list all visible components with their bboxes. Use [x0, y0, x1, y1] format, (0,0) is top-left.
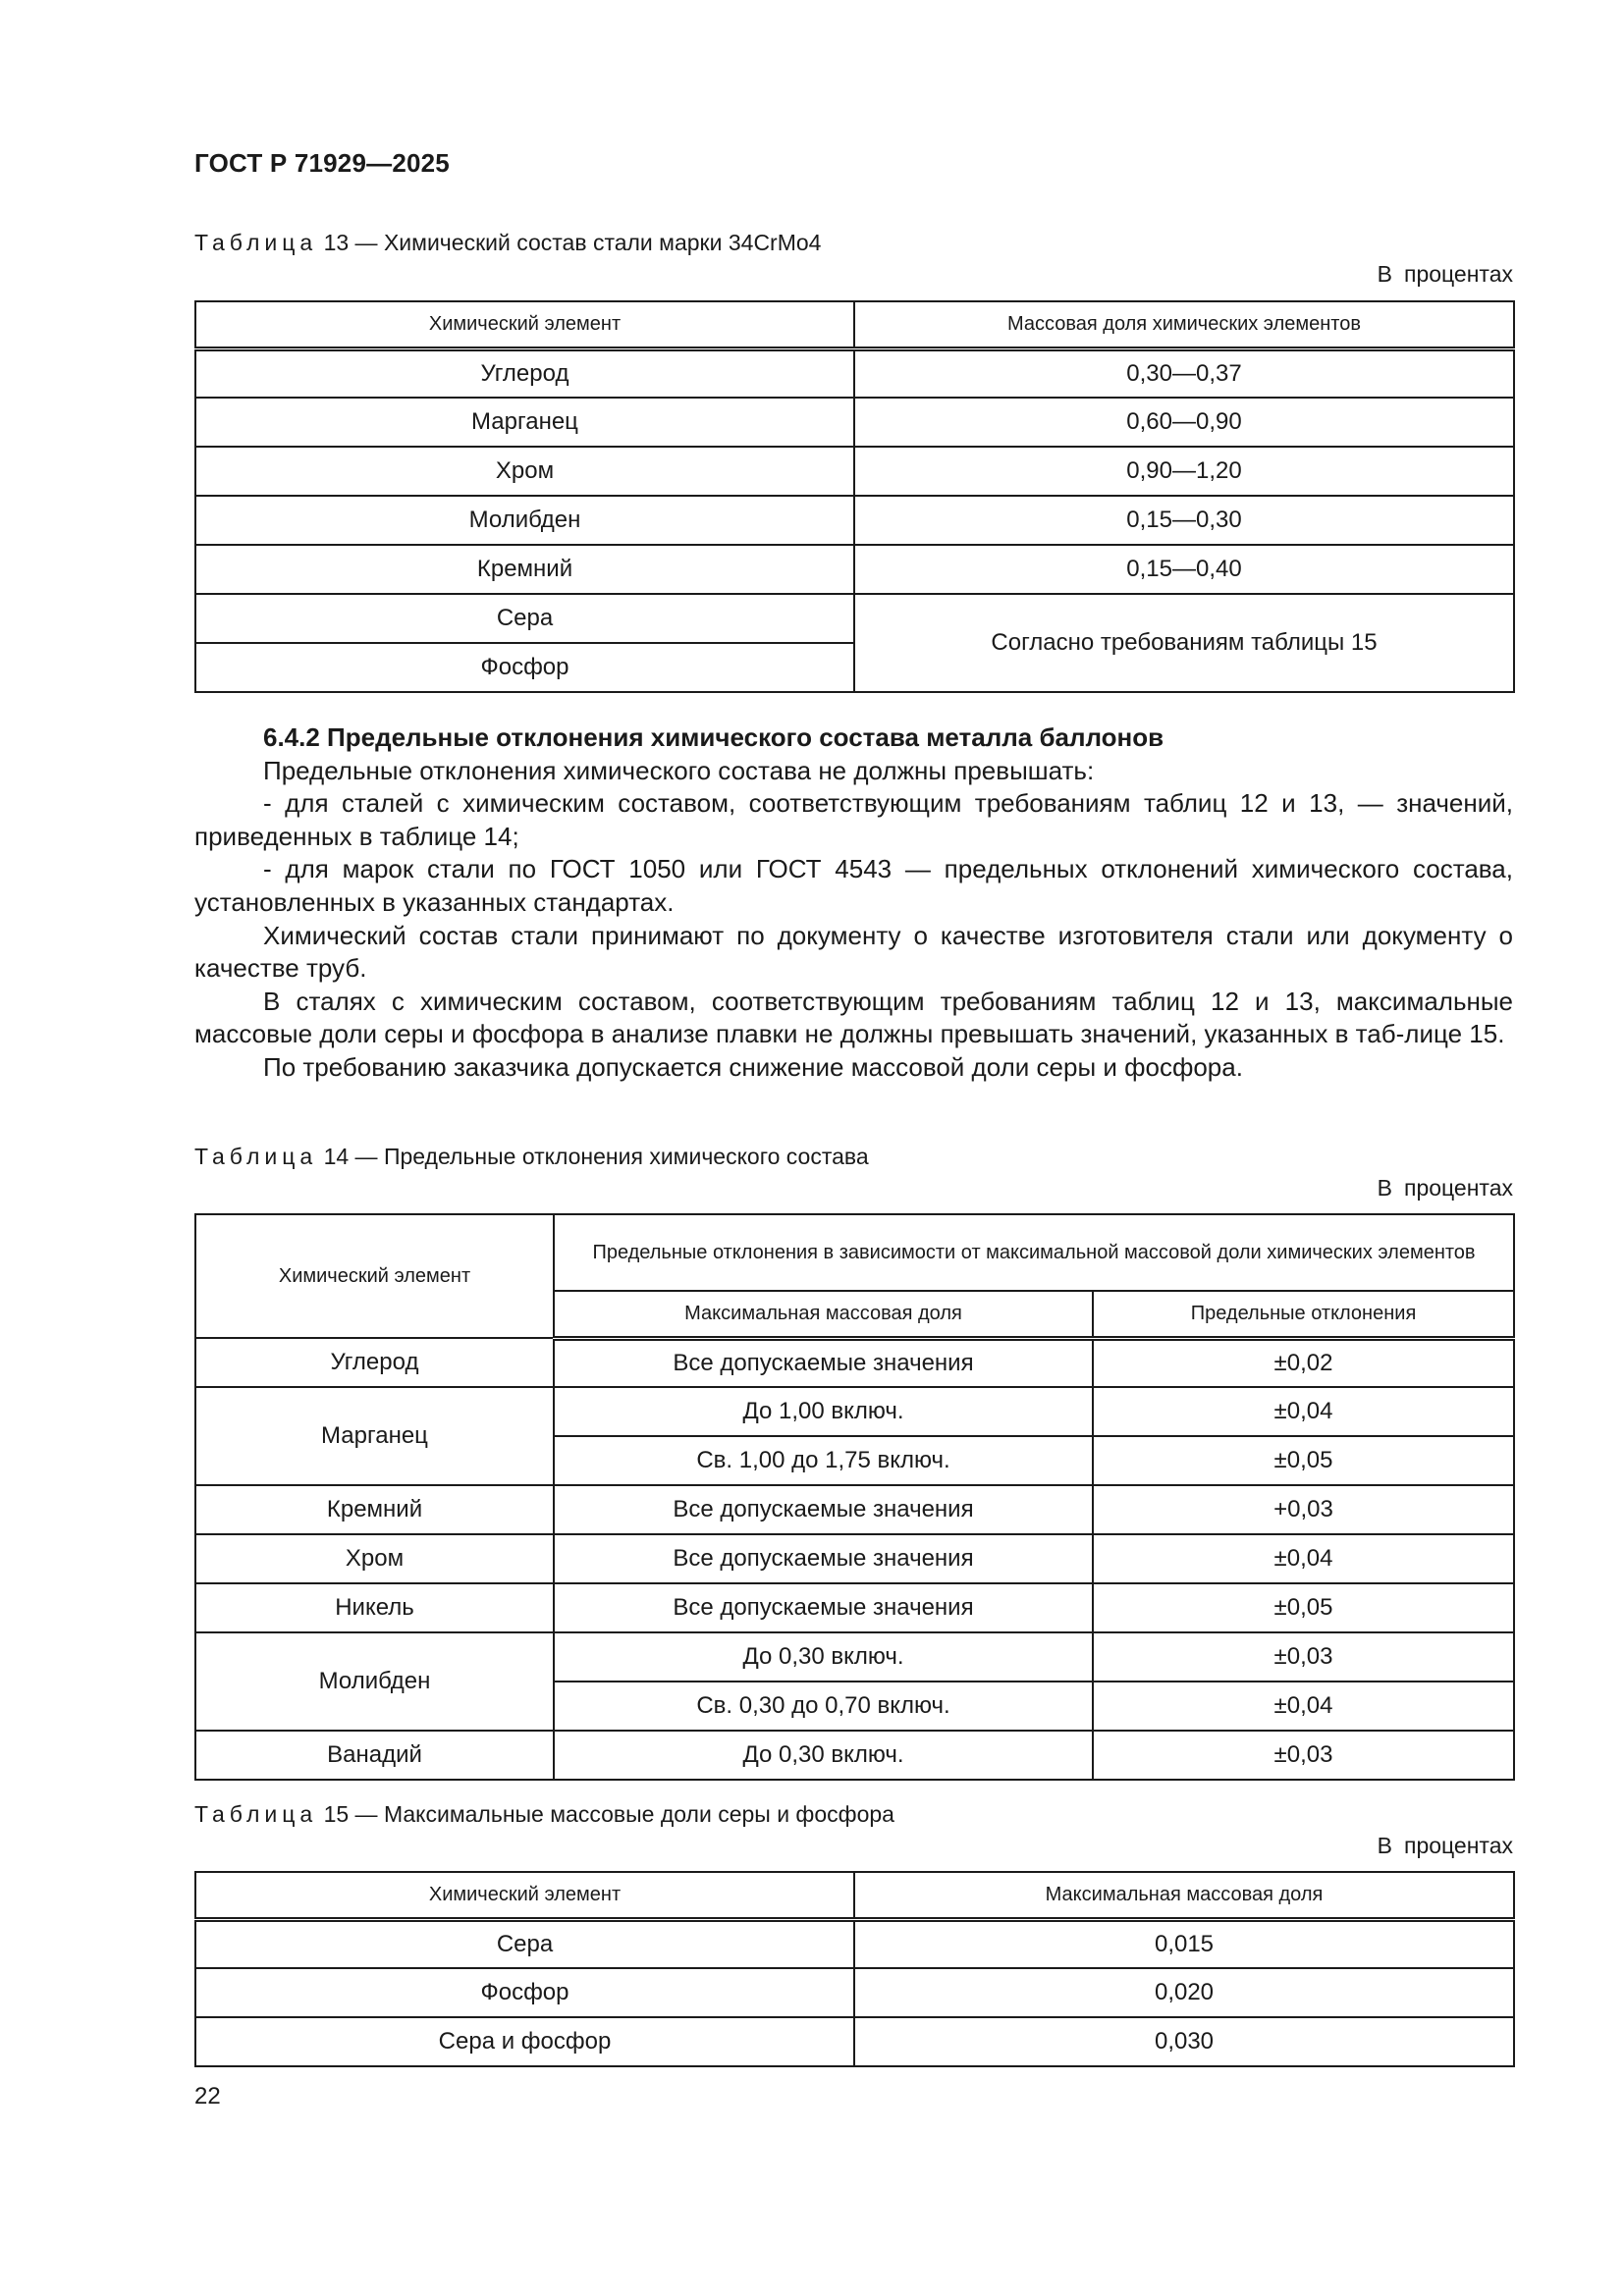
table13-header-fraction: Массовая доля химических элементов	[854, 301, 1514, 348]
section-6-4-2	[194, 721, 1513, 1085]
document-id: ГОСТ Р 71929—2025	[194, 148, 450, 178]
table13-caption-text: 13 — Химический состав стали марки 34CrMo4	[323, 230, 822, 255]
table15-header-fraction: Максимальная массовая доля	[854, 1872, 1514, 1919]
table13	[194, 300, 1515, 693]
table14-element: Хром	[195, 1534, 554, 1583]
table13-merged-value: Согласно требованиям таблицы 15	[854, 594, 1514, 692]
table14-units-prefix: В	[1377, 1175, 1392, 1201]
table13-value: 0,30—0,37	[854, 348, 1514, 398]
table15-units	[1378, 1833, 1513, 1859]
table13-value: 0,15—0,30	[854, 496, 1514, 545]
table-row	[195, 594, 1514, 643]
table14-dev: ±0,05	[1093, 1436, 1514, 1485]
table14	[194, 1213, 1515, 1781]
table13-units-prefix: В	[1377, 261, 1392, 287]
table-row	[195, 447, 1514, 496]
table15-value: 0,020	[854, 1968, 1514, 2017]
table-row	[195, 1731, 1514, 1780]
table13-caption	[194, 230, 821, 256]
paragraph: Химический состав стали принимают по документу о качестве изготовителя стали или документу о качестве труб.	[194, 920, 1513, 984]
table14-element: Марганец	[195, 1387, 554, 1485]
table13-element: Кремний	[195, 545, 854, 594]
table13-element: Марганец	[195, 398, 854, 447]
table13-element: Молибден	[195, 496, 854, 545]
table14-units-word: процентах	[1403, 1175, 1513, 1201]
table14-max: Все допускаемые значения	[554, 1485, 1093, 1534]
table14-dev: ±0,04	[1093, 1682, 1514, 1731]
table13-value: 0,60—0,90	[854, 398, 1514, 447]
table13-units-word: процентах	[1403, 261, 1513, 287]
table-row	[195, 1338, 1514, 1387]
table14-units	[1378, 1175, 1513, 1201]
table13-units	[1378, 261, 1513, 288]
table15-element: Сера	[195, 1919, 854, 1968]
table14-max: До 1,00 включ.	[554, 1387, 1093, 1436]
table14-dev: ±0,04	[1093, 1534, 1514, 1583]
table-row	[195, 1534, 1514, 1583]
table15-units-word: процентах	[1403, 1833, 1513, 1858]
table-row	[195, 1583, 1514, 1632]
table14-dev: ±0,03	[1093, 1632, 1514, 1682]
table-row	[195, 1919, 1514, 1968]
table14-element: Никель	[195, 1583, 554, 1632]
table14-element: Углерод	[195, 1338, 554, 1387]
table14-max: Св. 0,30 до 0,70 включ.	[554, 1682, 1093, 1731]
table14-max: Все допускаемые значения	[554, 1583, 1093, 1632]
table13-element: Углерод	[195, 348, 854, 398]
table14-dev: ±0,04	[1093, 1387, 1514, 1436]
paragraph: По требованию заказчика допускается снижение массовой доли серы и фосфора.	[263, 1051, 1243, 1082]
table14-element: Молибден	[195, 1632, 554, 1731]
table14-max: Все допускаемые значения	[554, 1338, 1093, 1387]
table15-element: Сера и фосфор	[195, 2017, 854, 2066]
table15-header-element: Химический элемент	[195, 1872, 854, 1919]
table14-header-dev: Предельные отклонения	[1093, 1291, 1514, 1338]
table14-caption-word: Таблица	[194, 1144, 318, 1169]
table15-value: 0,015	[854, 1919, 1514, 1968]
table14-max: Все допускаемые значения	[554, 1534, 1093, 1583]
page-number: 22	[194, 2083, 221, 2109]
paragraph: Предельные отклонения химического состава не должны превышать:	[263, 755, 1095, 785]
table13-element: Фосфор	[195, 643, 854, 692]
table14-header-element: Химический элемент	[195, 1214, 554, 1338]
paragraph: В сталях с химическим составом, соответствующим требованиям таблиц 12 и 13, максимальные массовые доли серы и фосфора в анализе плавки не должны превышать значений, указанных в таб-лице 15.	[194, 986, 1513, 1049]
table14-element: Кремний	[195, 1485, 554, 1534]
table-row	[195, 398, 1514, 447]
table15-caption-word: Таблица	[194, 1801, 318, 1827]
table15-caption-text: 15 — Максимальные массовые доли серы и фосфора	[323, 1801, 894, 1827]
table14-header-max: Максимальная массовая доля	[554, 1291, 1093, 1338]
table-row	[195, 348, 1514, 398]
table13-header-element: Химический элемент	[195, 301, 854, 348]
table15-caption	[194, 1801, 894, 1828]
table14-dev: ±0,02	[1093, 1338, 1514, 1387]
table14-header-group: Предельные отклонения в зависимости от максимальной массовой доли химических элементов	[554, 1214, 1514, 1291]
table14-max: Св. 1,00 до 1,75 включ.	[554, 1436, 1093, 1485]
table14-dev: ±0,03	[1093, 1731, 1514, 1780]
table14-caption-text: 14 — Предельные отклонения химического состава	[323, 1144, 869, 1169]
table15-units-prefix: В	[1377, 1833, 1392, 1858]
table15-value: 0,030	[854, 2017, 1514, 2066]
section-title: 6.4.2 Предельные отклонения химического состава металла баллонов	[263, 722, 1164, 752]
table15-element: Фосфор	[195, 1968, 854, 2017]
table14-max: До 0,30 включ.	[554, 1731, 1093, 1780]
table-row	[195, 1485, 1514, 1534]
table-row	[195, 2017, 1514, 2066]
table-row	[195, 545, 1514, 594]
table15	[194, 1871, 1515, 2067]
paragraph: - для марок стали по ГОСТ 1050 или ГОСТ 4543 — предельных отклонений химического состава, установленных в указанных стандартах.	[194, 854, 1513, 917]
paragraph: - для сталей с химическим составом, соответствующим требованиям таблиц 12 и 13, — значений, приведенных в таблице 14;	[194, 788, 1513, 851]
table13-element: Сера	[195, 594, 854, 643]
table14-caption	[194, 1144, 869, 1170]
table13-element: Хром	[195, 447, 854, 496]
table13-value: 0,15—0,40	[854, 545, 1514, 594]
table-row	[195, 1632, 1514, 1682]
table13-caption-word: Таблица	[194, 230, 318, 255]
table-row	[195, 1968, 1514, 2017]
table14-element: Ванадий	[195, 1731, 554, 1780]
table13-value: 0,90—1,20	[854, 447, 1514, 496]
table14-max: До 0,30 включ.	[554, 1632, 1093, 1682]
table-row	[195, 496, 1514, 545]
table-row	[195, 1387, 1514, 1436]
table14-dev: ±0,05	[1093, 1583, 1514, 1632]
table14-dev: +0,03	[1093, 1485, 1514, 1534]
